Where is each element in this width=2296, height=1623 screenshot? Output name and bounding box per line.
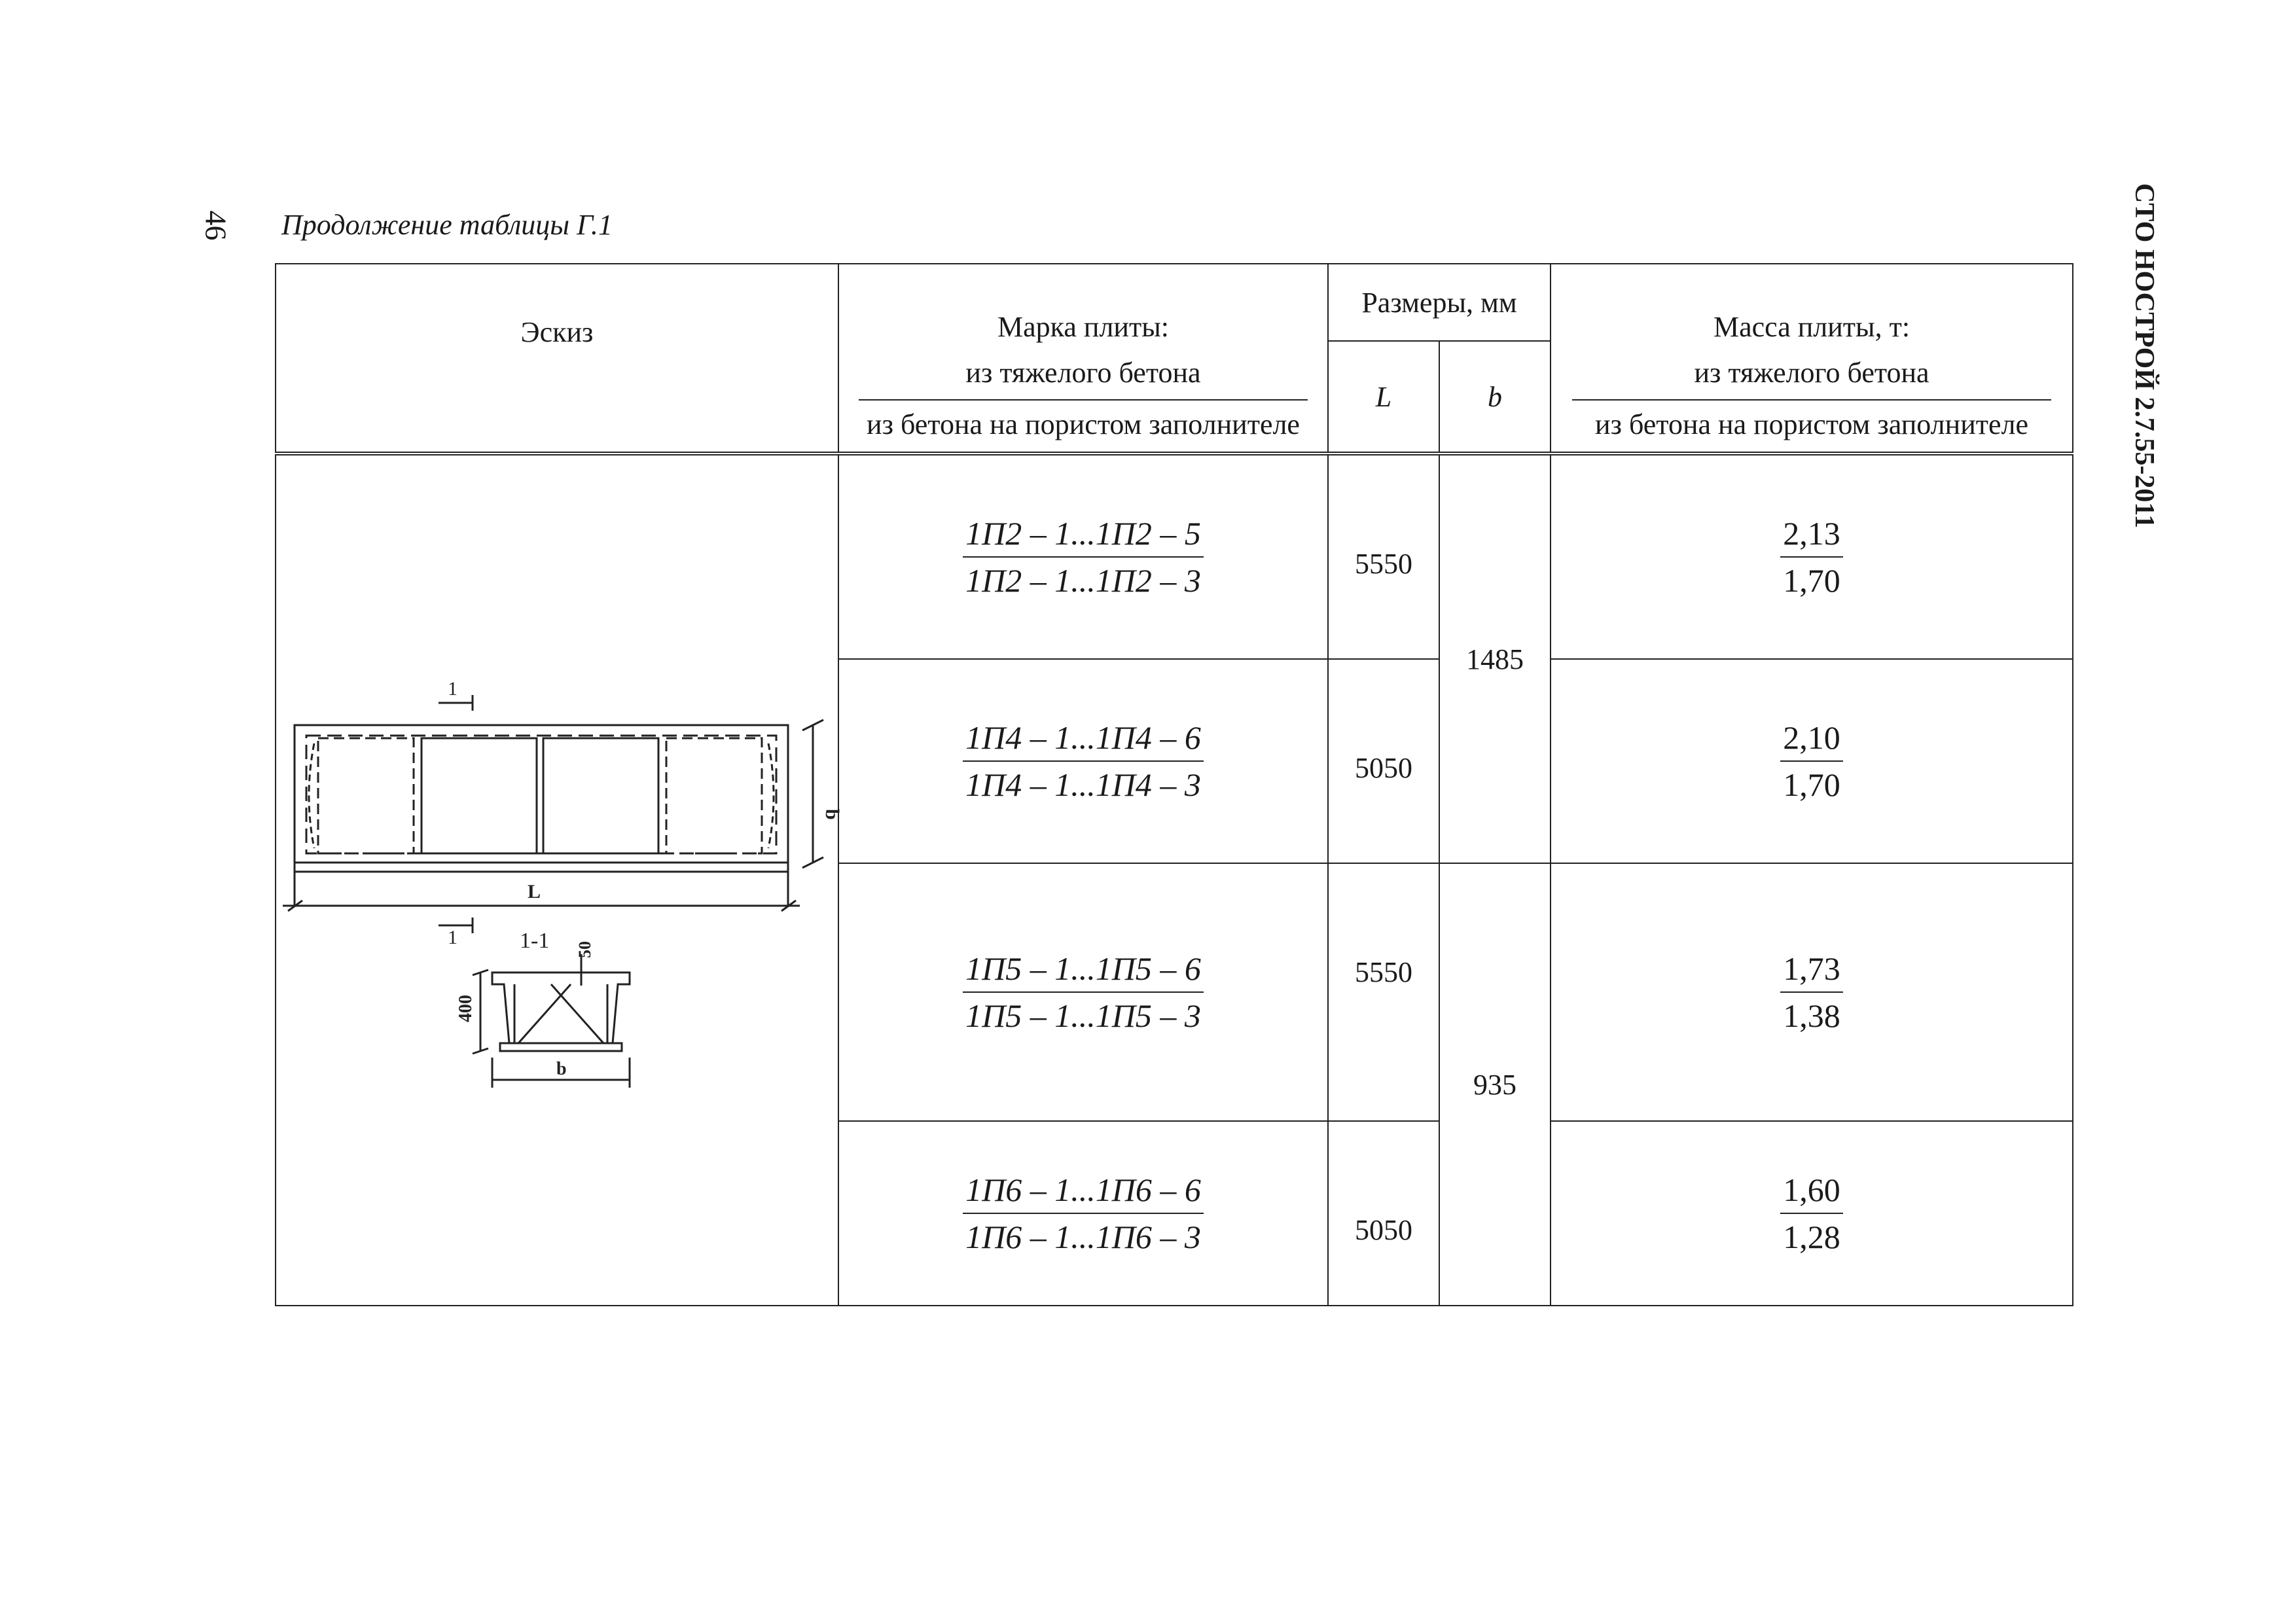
header-mark-divider	[859, 399, 1308, 401]
header-mark-title: Марка плиты:	[997, 310, 1169, 343]
slab-plan-dashed-inner	[306, 736, 776, 853]
fraction-bar	[963, 760, 1204, 762]
row4-mass-fraction	[1780, 1169, 1843, 1258]
section-mark-top: 1	[448, 678, 457, 700]
row4-mark-porous: 1П6 – 1...1П6 – 3	[965, 1219, 1201, 1255]
plan-dim-b: b	[821, 809, 843, 820]
row1-mark-heavy: 1П2 – 1...1П2 – 5	[965, 514, 1201, 552]
row3-mass-fraction	[1780, 948, 1843, 1037]
header-mass-title: Масса плиты, т:	[1713, 310, 1910, 343]
row2-mass-fraction	[1780, 717, 1843, 806]
row3-mass-porous: 1,38	[1783, 997, 1840, 1034]
row1-mass-porous: 1,70	[1783, 562, 1840, 599]
plan-dim-L: L	[528, 881, 541, 902]
row1-mass-fraction	[1780, 513, 1843, 601]
row4-mark	[838, 1121, 1328, 1306]
header-dim-b: b	[1439, 341, 1551, 454]
row3-mark-fraction	[963, 948, 1204, 1037]
row4-mark-heavy: 1П6 – 1...1П6 – 6	[965, 1171, 1201, 1208]
fraction-bar	[963, 556, 1204, 558]
fraction-bar	[1780, 991, 1843, 993]
row4-mass	[1551, 1121, 2073, 1306]
row3-mark	[838, 863, 1328, 1121]
table-continuation-caption: Продолжение таблицы Г.1	[281, 209, 613, 241]
row2-mass	[1551, 659, 2073, 863]
row3-mass	[1551, 863, 2073, 1121]
section-dim-50: 50	[575, 941, 594, 958]
section-title: 1-1	[520, 929, 550, 953]
table-g1-continued	[275, 263, 2072, 1310]
header-mass	[1551, 264, 2073, 454]
header-sketch	[276, 264, 838, 454]
row3-mark-heavy: 1П5 – 1...1П5 – 6	[965, 950, 1201, 987]
slab-sketch-drawing	[276, 455, 843, 1306]
header-dims-label: Размеры, мм	[1361, 286, 1517, 319]
fraction-bar	[963, 991, 1204, 993]
row2-mark-fraction	[963, 717, 1204, 806]
header-dims	[1328, 264, 1551, 341]
row2-mass-porous: 1,70	[1783, 766, 1840, 803]
row3-mark-porous: 1П5 – 1...1П5 – 3	[965, 997, 1201, 1034]
section-mark-bottom: 1	[448, 927, 457, 948]
row2-mass-heavy: 2,10	[1783, 719, 1840, 756]
row1-mark	[838, 454, 1328, 659]
section-dim-400: 400	[456, 995, 476, 1022]
row2-mark-porous: 1П4 – 1...1П4 – 3	[965, 766, 1201, 803]
sketch-cell	[276, 454, 843, 1306]
running-head: СТО НОСТРОЙ 2.7.55-2011	[2129, 183, 2159, 529]
header-dim-L: L	[1328, 341, 1439, 454]
header-mass-divider	[1572, 399, 2051, 401]
fraction-bar	[1780, 1213, 1843, 1214]
slab-plan-outline	[295, 725, 788, 863]
section-dim-b: b	[556, 1059, 567, 1079]
row4-L: 5050	[1328, 1121, 1439, 1306]
row1-mark-porous: 1П2 – 1...1П2 – 3	[965, 562, 1201, 599]
header-mark	[838, 264, 1328, 454]
rows34-b: 935	[1439, 863, 1551, 1306]
row2-mark-heavy: 1П4 – 1...1П4 – 6	[965, 719, 1201, 756]
row3-mass-heavy: 1,73	[1783, 950, 1840, 987]
row1-mass	[1551, 454, 2073, 659]
header-sketch-label: Эскиз	[520, 315, 594, 348]
row1-mass-heavy: 2,13	[1783, 514, 1840, 552]
row4-mark-fraction	[963, 1169, 1204, 1258]
row2-L: 5050	[1328, 659, 1439, 863]
rows12-b: 1485	[1439, 454, 1551, 863]
page-number: 46	[199, 210, 233, 241]
row3-L: 5550	[1328, 863, 1439, 1121]
row2-mark	[838, 659, 1328, 863]
fraction-bar	[1780, 556, 1843, 558]
header-mark-heavy: из тяжелого бетона	[965, 357, 1201, 389]
row4-mass-heavy: 1,60	[1783, 1171, 1840, 1208]
row1-mark-fraction	[963, 513, 1204, 601]
fraction-bar	[963, 1213, 1204, 1214]
header-mark-porous: из бетона на пористом заполнителе	[867, 408, 1300, 440]
fraction-bar	[1780, 760, 1843, 762]
header-mass-porous: из бетона на пористом заполнителе	[1595, 408, 2028, 440]
row1-L: 5550	[1328, 454, 1439, 659]
header-mass-heavy: из тяжелого бетона	[1694, 357, 1929, 389]
row4-mass-porous: 1,28	[1783, 1219, 1840, 1255]
